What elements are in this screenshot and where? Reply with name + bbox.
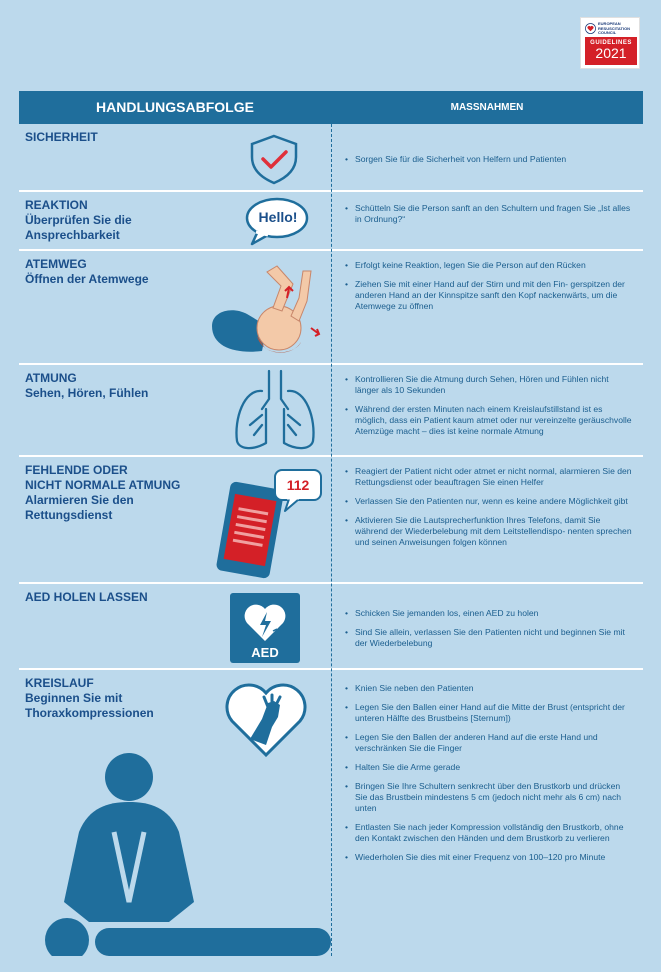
column-divider xyxy=(331,124,332,956)
row-title: AED HOLEN LASSEN xyxy=(25,590,148,604)
list-item: • Verlassen Sie den Patienten nur, wenn es keine andere Möglichkeit gibt xyxy=(344,496,634,507)
row-actions xyxy=(344,203,634,233)
table-header xyxy=(19,91,643,124)
row-actions xyxy=(344,608,634,657)
list-item: • Sind Sie allein, verlassen Sie den Patienten nicht und beginnen Sie mit der Wiederbelebung xyxy=(344,627,634,649)
list-item: • Halten Sie die Arme gerade xyxy=(344,762,634,773)
list-item: • Kontrollieren Sie die Atmung durch Sehen, Hören und Fühlen nicht länger als 10 Sekunden xyxy=(344,374,634,396)
row-title: KREISLAUF Beginnen Sie mit Thoraxkompressionen xyxy=(25,676,154,720)
list-item: • Schicken Sie jemanden los, einen AED zu holen xyxy=(344,608,634,619)
list-item: • Sorgen Sie für die Sicherheit von Helfern und Patienten xyxy=(344,154,634,165)
list-item: • Reagiert der Patient nicht oder atmet er nicht normal, alarmieren Sie den Rettungsdienst oder beauftragen Sie einen Helfer xyxy=(344,466,634,488)
row-actions xyxy=(344,374,634,445)
list-item: • Ziehen Sie mit einer Hand auf der Stirn und mit den Fin- gerspitzen der anderen Hand an der Kinnspitze sanft den Kopf nackenwärts, um die Atemwege zu öffnen xyxy=(344,279,634,312)
list-item: • Wiederholen Sie dies mit einer Frequenz von 100–120 pro Minute xyxy=(344,852,634,863)
bls-table xyxy=(19,91,643,956)
row-title: ATMUNG Sehen, Hören, Fühlen xyxy=(25,371,149,400)
logo-guidelines-badge: GUIDELINES 2021 xyxy=(585,37,637,65)
heart-logo-icon xyxy=(585,23,596,34)
list-item: • Bringen Sie Ihre Schultern senkrecht über den Brustkorb und drücken Sie das Brustbein mindestens 5 cm (jedoch nicht mehr als 6 cm) nach unten xyxy=(344,781,634,814)
aed-badge-label: AED xyxy=(251,645,279,660)
row-title: REAKTION Überprüfen Sie die Ansprechbarkeit xyxy=(25,198,132,242)
list-item: • Entlasten Sie nach jeder Kompression vollständig den Brustkorb, ohne den Kontakt zwischen den Händen und dem Brustkorb zu verlieren xyxy=(344,822,634,844)
bubble-text: Hello! xyxy=(258,209,298,225)
row-actions xyxy=(344,260,634,320)
row-actions xyxy=(344,466,634,556)
list-item: • Aktivieren Sie die Lautsprecherfunktion Ihres Telefons, damit Sie während der Wiederbelebung mit dem Leitstellendispo- nenten sprechen und seinen Anweisungen folgen können xyxy=(344,515,634,548)
row-title: FEHLENDE ODER NICHT NORMALE ATMUNG Alarmieren Sie den Rettungsdienst xyxy=(25,463,181,522)
row-actions xyxy=(344,154,634,173)
list-item: • Schütteln Sie die Person sanft an den Schultern und fragen Sie „Ist alles in Ordnung?“ xyxy=(344,203,634,225)
list-item: • Erfolgt keine Reaktion, legen Sie die Person auf den Rücken xyxy=(344,260,634,271)
row-actions xyxy=(344,683,634,871)
logo-org-name: EUROPEAN RESUSCITATION COUNCIL xyxy=(598,21,631,35)
header-sequence: HANDLUNGSABFOLGE xyxy=(96,99,254,115)
list-item: • Während der ersten Minuten nach einem Kreislaufstillstand ist es möglich, dass ein Patient kaum atmet oder nur vereinzelte geräuschvolle Atemzüge macht – dies ist keine normale Atmung xyxy=(344,404,634,437)
header-measures: MASSNAHMEN xyxy=(450,102,524,113)
head-tilt-icon xyxy=(207,256,327,361)
list-item: • Legen Sie den Ballen der anderen Hand auf die erste Hand und verschränken Sie die Finger xyxy=(344,732,634,754)
erc-guidelines-logo xyxy=(580,17,640,69)
lungs-icon xyxy=(232,369,318,453)
list-item: • Knien Sie neben den Patienten xyxy=(344,683,634,694)
cpr-person-icon xyxy=(19,732,331,956)
shield-check-icon xyxy=(246,133,302,185)
bubble-112: 112 xyxy=(286,477,310,493)
row-title: ATEMWEG Öffnen der Atemwege xyxy=(25,257,149,286)
list-item: • Legen Sie den Ballen einer Hand auf die Mitte der Brust (entspricht der unteren Hälfte des Brustbeins [Sternum]) xyxy=(344,702,634,724)
row-title: SICHERHEIT xyxy=(25,130,98,144)
